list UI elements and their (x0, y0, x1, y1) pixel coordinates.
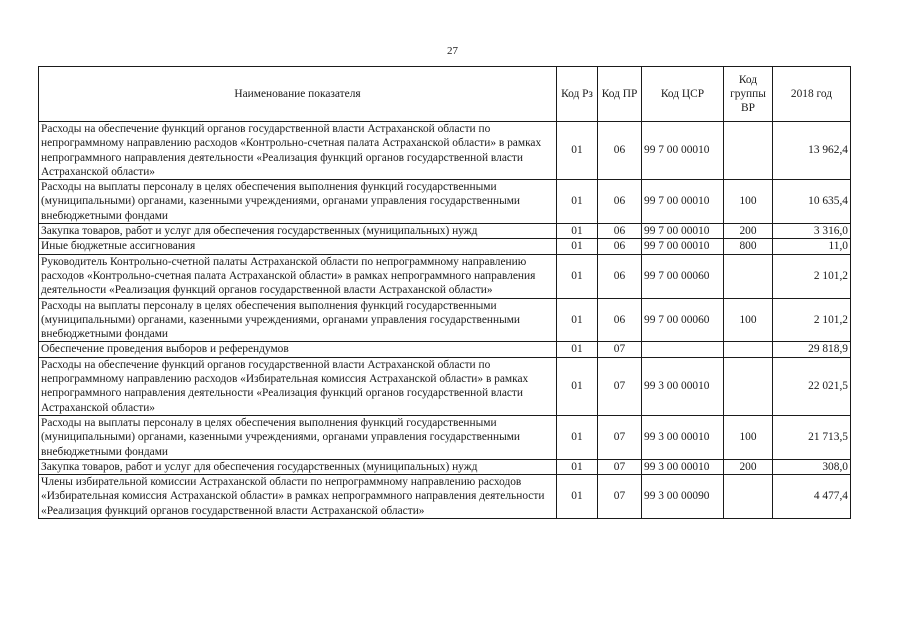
table-row (39, 122, 851, 180)
row-sum: 13 962,4 (773, 122, 851, 180)
table-header-row (39, 67, 851, 122)
row-pr: 06 (598, 298, 642, 342)
table-row (39, 459, 851, 474)
table-row (39, 224, 851, 239)
row-vr: 100 (724, 298, 773, 342)
row-name: Закупка товаров, работ и услуг для обеспечения государственных (муниципальных) нужд (39, 459, 557, 474)
row-rz: 01 (557, 357, 598, 415)
row-name: Обеспечение проведения выборов и референдумов (39, 342, 557, 357)
row-vr: 100 (724, 415, 773, 459)
row-vr: 200 (724, 459, 773, 474)
header-name: Наименование показателя (39, 67, 557, 122)
row-pr: 06 (598, 180, 642, 224)
row-csr: 99 7 00 00010 (642, 180, 724, 224)
table-row (39, 475, 851, 519)
row-pr: 07 (598, 415, 642, 459)
row-pr: 06 (598, 224, 642, 239)
row-name: Расходы на выплаты персоналу в целях обеспечения выполнения функций государственными (муниципальными) органами, казенными учреждениями, органами управления государственными внебюджетными фондами (39, 180, 557, 224)
row-vr (724, 254, 773, 298)
row-sum: 2 101,2 (773, 254, 851, 298)
budget-table (38, 66, 851, 519)
row-sum: 2 101,2 (773, 298, 851, 342)
row-pr: 06 (598, 122, 642, 180)
row-csr: 99 3 00 00090 (642, 475, 724, 519)
row-rz: 01 (557, 254, 598, 298)
row-sum: 3 316,0 (773, 224, 851, 239)
row-pr: 07 (598, 357, 642, 415)
header-csr: Код ЦСР (642, 67, 724, 122)
header-pr: Код ПР (598, 67, 642, 122)
row-csr: 99 3 00 00010 (642, 459, 724, 474)
row-name: Расходы на выплаты персоналу в целях обеспечения выполнения функций государственными (муниципальными) органами, казенными учреждениями, органами управления государственными внебюджетными фондами (39, 298, 557, 342)
row-name: Закупка товаров, работ и услуг для обеспечения государственных (муниципальных) нужд (39, 224, 557, 239)
row-rz: 01 (557, 459, 598, 474)
table-row (39, 298, 851, 342)
header-vr: Код группы ВР (724, 67, 773, 122)
header-rz: Код Рз (557, 67, 598, 122)
table-row (39, 239, 851, 254)
row-rz: 01 (557, 298, 598, 342)
row-vr (724, 357, 773, 415)
row-vr: 200 (724, 224, 773, 239)
row-name: Иные бюджетные ассигнования (39, 239, 557, 254)
table-row (39, 342, 851, 357)
row-sum: 29 818,9 (773, 342, 851, 357)
row-rz: 01 (557, 415, 598, 459)
row-sum: 4 477,4 (773, 475, 851, 519)
row-csr: 99 3 00 00010 (642, 357, 724, 415)
row-pr: 07 (598, 342, 642, 357)
row-rz: 01 (557, 122, 598, 180)
row-sum: 22 021,5 (773, 357, 851, 415)
row-name: Руководитель Контрольно-счетной палаты Астраханской области по непрограммному направлению расходов «Контрольно-счетная палата Астраханской области» в рамках непрограммного направления деятельности «Реализация функций органов государственной власти Астраханской области» (39, 254, 557, 298)
row-csr: 99 7 00 00060 (642, 254, 724, 298)
row-pr: 07 (598, 475, 642, 519)
row-csr: 99 7 00 00010 (642, 224, 724, 239)
row-pr: 06 (598, 239, 642, 254)
table-row (39, 415, 851, 459)
row-rz: 01 (557, 224, 598, 239)
row-vr (724, 342, 773, 357)
row-rz: 01 (557, 342, 598, 357)
header-year: 2018 год (773, 67, 851, 122)
row-rz: 01 (557, 180, 598, 224)
row-vr (724, 122, 773, 180)
row-sum: 21 713,5 (773, 415, 851, 459)
row-rz: 01 (557, 239, 598, 254)
row-pr: 07 (598, 459, 642, 474)
page-number: 27 (447, 45, 458, 57)
row-vr: 100 (724, 180, 773, 224)
row-pr: 06 (598, 254, 642, 298)
row-csr: 99 7 00 00010 (642, 239, 724, 254)
row-sum: 11,0 (773, 239, 851, 254)
row-sum: 10 635,4 (773, 180, 851, 224)
row-vr: 800 (724, 239, 773, 254)
table-row (39, 357, 851, 415)
table-row (39, 254, 851, 298)
row-csr (642, 342, 724, 357)
table-row (39, 180, 851, 224)
row-csr: 99 7 00 00060 (642, 298, 724, 342)
row-sum: 308,0 (773, 459, 851, 474)
row-name: Расходы на обеспечение функций органов государственной власти Астраханской области по непрограммному направлению расходов «Контрольно-счетная палата Астраханской области» в рамках непрограммного направления деятельности «Реализация функций органов государственной власти Астраханской области» (39, 122, 557, 180)
row-rz: 01 (557, 475, 598, 519)
row-name: Члены избирательной комиссии Астраханской области по непрограммному направлению расходов «Избирательная комиссия Астраханской области» в рамках непрограммного направления деятельности «Реализация функций органов государственной власти Астраханской области» (39, 475, 557, 519)
row-name: Расходы на выплаты персоналу в целях обеспечения выполнения функций государственными (муниципальными) органами, казенными учреждениями, органами управления государственными внебюджетными фондами (39, 415, 557, 459)
row-csr: 99 3 00 00010 (642, 415, 724, 459)
row-vr (724, 475, 773, 519)
row-name: Расходы на обеспечение функций органов государственной власти Астраханской области по непрограммному направлению расходов «Избирательная комиссия Астраханской области» в рамках непрограммного направления деятельности «Реализация функций органов государственной власти Астраханской области» (39, 357, 557, 415)
row-csr: 99 7 00 00010 (642, 122, 724, 180)
